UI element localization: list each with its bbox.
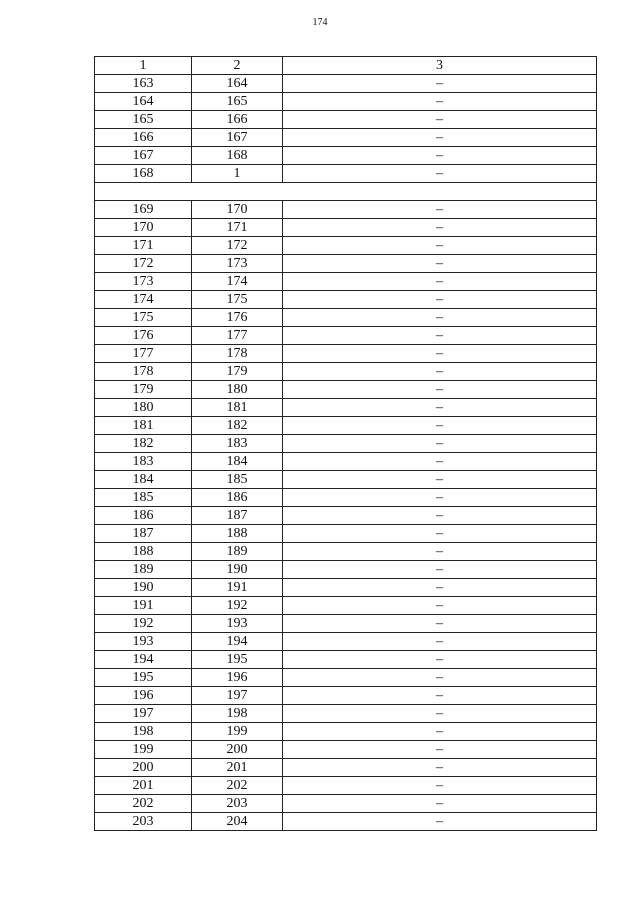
table-cell-col-1: 201: [95, 777, 192, 795]
table-cell-col-2: 176: [192, 309, 283, 327]
table-cell-col-3: –: [283, 453, 597, 471]
table-cell-col-3: –: [283, 597, 597, 615]
table-cell-col-1: 193: [95, 633, 192, 651]
table-cell-col-1: 199: [95, 741, 192, 759]
table-row: [95, 345, 597, 363]
table-row: [95, 291, 597, 309]
table-cell-col-3: –: [283, 507, 597, 525]
table-cell-col-1: 166: [95, 129, 192, 147]
table-body: [95, 75, 597, 831]
table-cell-col-1: 203: [95, 813, 192, 831]
table-cell-col-3: –: [283, 615, 597, 633]
table-cell-col-1: 163: [95, 75, 192, 93]
table-cell-col-1: 172: [95, 255, 192, 273]
table-row: [95, 813, 597, 831]
table-cell-col-2: 172: [192, 237, 283, 255]
table-row: [95, 489, 597, 507]
table-cell-col-3: –: [283, 399, 597, 417]
table-cell-col-2: 198: [192, 705, 283, 723]
table-cell-col-2: 1: [192, 165, 283, 183]
table-cell-col-2: 179: [192, 363, 283, 381]
table-cell-col-1: 198: [95, 723, 192, 741]
table-row: [95, 93, 597, 111]
table-cell-col-3: –: [283, 813, 597, 831]
table-cell-col-2: 170: [192, 201, 283, 219]
table-row: [95, 435, 597, 453]
table-cell-col-3: –: [283, 489, 597, 507]
table-cell-col-3: –: [283, 471, 597, 489]
table-cell-col-2: 192: [192, 597, 283, 615]
table-cell-col-1: 178: [95, 363, 192, 381]
table-cell-col-1: 181: [95, 417, 192, 435]
table-cell-col-2: 177: [192, 327, 283, 345]
table-cell-col-1: 197: [95, 705, 192, 723]
table-cell-col-3: –: [283, 201, 597, 219]
table-row: [95, 669, 597, 687]
table-row: [95, 741, 597, 759]
table-cell-col-1: 169: [95, 201, 192, 219]
table-row: [95, 309, 597, 327]
table-cell-col-3: –: [283, 345, 597, 363]
column-header-1: 1: [95, 57, 192, 75]
table-cell-col-2: 194: [192, 633, 283, 651]
table-cell-col-1: 175: [95, 309, 192, 327]
table-cell-col-3: –: [283, 327, 597, 345]
table-cell-col-1: 173: [95, 273, 192, 291]
table-cell-col-1: 182: [95, 435, 192, 453]
table-row: [95, 543, 597, 561]
table-cell-col-2: 181: [192, 399, 283, 417]
table-cell-col-3: –: [283, 381, 597, 399]
table-row: [95, 795, 597, 813]
table-cell-col-3: –: [283, 579, 597, 597]
table-cell-col-2: 182: [192, 417, 283, 435]
table-cell-col-3: –: [283, 273, 597, 291]
table-cell-col-1: 183: [95, 453, 192, 471]
table-cell-col-1: 185: [95, 489, 192, 507]
table-cell-col-1: 194: [95, 651, 192, 669]
table-cell-col-3: –: [283, 75, 597, 93]
table-cell-col-2: 165: [192, 93, 283, 111]
table-row: [95, 615, 597, 633]
column-header-3: 3: [283, 57, 597, 75]
table-cell-col-1: 171: [95, 237, 192, 255]
table-cell-col-3: –: [283, 723, 597, 741]
table-cell-col-1: 196: [95, 687, 192, 705]
table-cell-col-3: –: [283, 129, 597, 147]
table-cell-col-2: 183: [192, 435, 283, 453]
table-separator-row: [95, 183, 597, 201]
table-cell-col-3: –: [283, 633, 597, 651]
table-cell-col-3: –: [283, 669, 597, 687]
table-cell-col-1: 168: [95, 165, 192, 183]
table-cell-col-1: 184: [95, 471, 192, 489]
table-cell-col-3: –: [283, 165, 597, 183]
table-cell-col-1: 179: [95, 381, 192, 399]
table-row: [95, 777, 597, 795]
table-cell-col-3: –: [283, 705, 597, 723]
table-cell-col-1: 167: [95, 147, 192, 165]
table-cell-col-3: –: [283, 777, 597, 795]
table-cell-col-2: 193: [192, 615, 283, 633]
table-cell-col-3: –: [283, 291, 597, 309]
table-row: [95, 723, 597, 741]
table-cell-col-2: 167: [192, 129, 283, 147]
table-cell-col-2: 166: [192, 111, 283, 129]
table-cell-col-3: –: [283, 309, 597, 327]
table-cell-col-2: 171: [192, 219, 283, 237]
table-cell-col-3: –: [283, 219, 597, 237]
table-cell-col-3: –: [283, 687, 597, 705]
table-row: [95, 273, 597, 291]
table-cell-col-1: 186: [95, 507, 192, 525]
table-cell-col-2: 185: [192, 471, 283, 489]
table-cell-col-3: –: [283, 759, 597, 777]
table-row: [95, 417, 597, 435]
table-cell-col-3: –: [283, 561, 597, 579]
table-row: [95, 255, 597, 273]
table-row: [95, 597, 597, 615]
table-cell-col-1: 189: [95, 561, 192, 579]
table-cell-col-1: 170: [95, 219, 192, 237]
table-cell-col-3: –: [283, 363, 597, 381]
table-row: [95, 651, 597, 669]
table-cell-col-1: 187: [95, 525, 192, 543]
table-cell-col-1: 195: [95, 669, 192, 687]
table-cell-col-2: 197: [192, 687, 283, 705]
table-row: [95, 399, 597, 417]
table-cell-col-3: –: [283, 795, 597, 813]
table-cell-col-1: 180: [95, 399, 192, 417]
table-cell-col-3: –: [283, 111, 597, 129]
table-row: [95, 561, 597, 579]
table-cell-col-2: 195: [192, 651, 283, 669]
table-cell-col-1: 202: [95, 795, 192, 813]
table-cell-col-3: –: [283, 435, 597, 453]
table-row: [95, 327, 597, 345]
table-cell-col-2: 191: [192, 579, 283, 597]
table-row: [95, 687, 597, 705]
table-cell-col-1: 191: [95, 597, 192, 615]
data-table: [94, 56, 597, 831]
table-row: [95, 381, 597, 399]
table-row: [95, 129, 597, 147]
table-cell-col-3: –: [283, 147, 597, 165]
table-cell-col-2: 201: [192, 759, 283, 777]
table-cell-col-1: 164: [95, 93, 192, 111]
table-row: [95, 471, 597, 489]
table-row: [95, 705, 597, 723]
table-row: [95, 75, 597, 93]
table-cell-col-3: –: [283, 417, 597, 435]
table-row: [95, 219, 597, 237]
column-header-2: 2: [192, 57, 283, 75]
table-cell-col-2: 202: [192, 777, 283, 795]
table-cell-col-3: –: [283, 237, 597, 255]
table-cell-col-1: 188: [95, 543, 192, 561]
table-row: [95, 147, 597, 165]
table-cell-col-2: 180: [192, 381, 283, 399]
table-row: [95, 759, 597, 777]
table-cell-col-2: 173: [192, 255, 283, 273]
table-cell-col-2: 174: [192, 273, 283, 291]
table-cell-col-3: –: [283, 651, 597, 669]
table-cell-col-2: 204: [192, 813, 283, 831]
table-row: [95, 201, 597, 219]
table-row: [95, 507, 597, 525]
table-cell-col-2: 178: [192, 345, 283, 363]
table-cell-col-1: 176: [95, 327, 192, 345]
table-cell-col-2: 186: [192, 489, 283, 507]
table-row: [95, 633, 597, 651]
table-row: [95, 363, 597, 381]
table-cell-col-2: 196: [192, 669, 283, 687]
table-row: [95, 237, 597, 255]
table-header-row: [95, 57, 597, 75]
table-cell-col-2: 188: [192, 525, 283, 543]
table-row: [95, 453, 597, 471]
table-row: [95, 525, 597, 543]
table-separator-cell: [95, 183, 597, 201]
table-cell-col-2: 184: [192, 453, 283, 471]
table-cell-col-2: 189: [192, 543, 283, 561]
table-cell-col-2: 187: [192, 507, 283, 525]
table-cell-col-1: 192: [95, 615, 192, 633]
table-cell-col-2: 175: [192, 291, 283, 309]
table-cell-col-3: –: [283, 543, 597, 561]
table-row: [95, 579, 597, 597]
table-cell-col-1: 200: [95, 759, 192, 777]
table-cell-col-1: 174: [95, 291, 192, 309]
table-cell-col-3: –: [283, 525, 597, 543]
table-cell-col-1: 177: [95, 345, 192, 363]
table-cell-col-2: 168: [192, 147, 283, 165]
table-cell-col-3: –: [283, 93, 597, 111]
table-row: [95, 111, 597, 129]
page-number: 174: [312, 17, 328, 28]
table-cell-col-3: –: [283, 741, 597, 759]
table-cell-col-1: 165: [95, 111, 192, 129]
table-cell-col-3: –: [283, 255, 597, 273]
table-cell-col-2: 200: [192, 741, 283, 759]
table-cell-col-2: 190: [192, 561, 283, 579]
table-cell-col-2: 199: [192, 723, 283, 741]
table-cell-col-2: 203: [192, 795, 283, 813]
table-cell-col-1: 190: [95, 579, 192, 597]
table-row: [95, 165, 597, 183]
table-cell-col-2: 164: [192, 75, 283, 93]
